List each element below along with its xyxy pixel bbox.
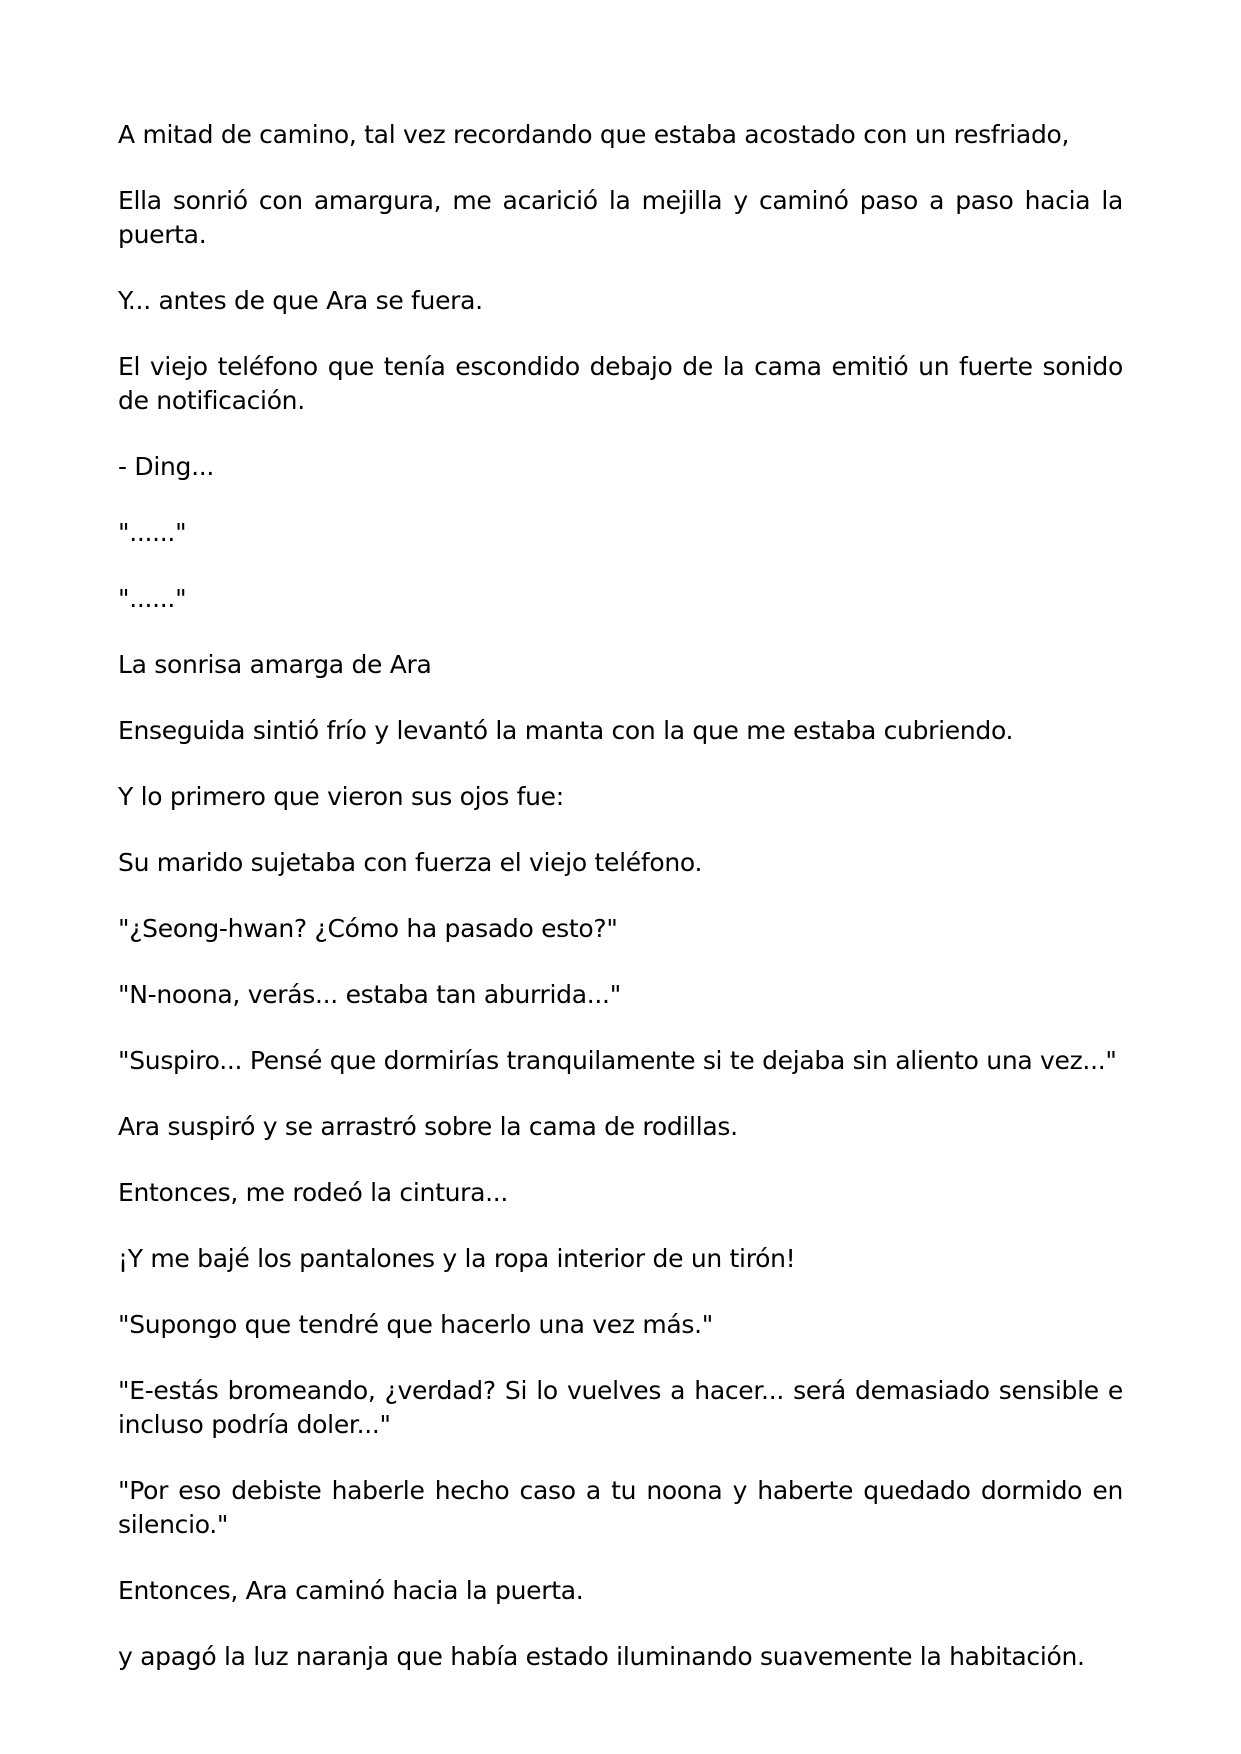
paragraph-3: Y... antes de que Ara se fuera.	[118, 286, 483, 315]
paragraph-14: "Suspiro... Pensé que dormirías tranquilamente si te dejaba sin aliento una vez..."	[118, 1046, 1117, 1075]
paragraph-9: Enseguida sintió frío y levantó la manta con la que me estaba cubriendo.	[118, 716, 1014, 745]
paragraph-13: "N-noona, verás... estaba tan aburrida..."	[118, 980, 621, 1009]
paragraph-16: Entonces, me rodeó la cintura...	[118, 1178, 509, 1207]
document-body	[118, 118, 1123, 1706]
paragraph-17: ¡Y me bajé los pantalones y la ropa interior de un tirón!	[118, 1244, 796, 1273]
paragraph-15: Ara suspiró y se arrastró sobre la cama de rodillas.	[118, 1112, 738, 1141]
paragraph-2: Ella sonrió con amargura, me acarició la mejilla y caminó paso a paso hacia la puerta.	[118, 186, 1123, 249]
paragraph-4: El viejo teléfono que tenía escondido debajo de la cama emitió un fuerte sonido de notificación.	[118, 352, 1123, 415]
paragraph-11: Su marido sujetaba con fuerza el viejo teléfono.	[118, 848, 703, 877]
paragraph-18: "Supongo que tendré que hacerlo una vez más."	[118, 1310, 713, 1339]
paragraph-5: - Ding...	[118, 452, 215, 481]
paragraph-22: y apagó la luz naranja que había estado iluminando suavemente la habitación.	[118, 1642, 1085, 1671]
paragraph-8: La sonrisa amarga de Ara	[118, 650, 432, 679]
paragraph-12: "¿Seong-hwan? ¿Cómo ha pasado esto?"	[118, 914, 618, 943]
paragraph-7: "......"	[118, 584, 187, 613]
paragraph-21: Entonces, Ara caminó hacia la puerta.	[118, 1576, 584, 1605]
paragraph-6: "......"	[118, 518, 187, 547]
paragraph-10: Y lo primero que vieron sus ojos fue:	[118, 782, 564, 811]
paragraph-19: "E-estás bromeando, ¿verdad? Si lo vuelves a hacer... será demasiado sensible e incluso podría doler..."	[118, 1376, 1123, 1439]
paragraph-1: A mitad de camino, tal vez recordando que estaba acostado con un resfriado,	[118, 120, 1070, 149]
paragraph-20: "Por eso debiste haberle hecho caso a tu noona y haberte quedado dormido en silencio."	[118, 1476, 1123, 1539]
